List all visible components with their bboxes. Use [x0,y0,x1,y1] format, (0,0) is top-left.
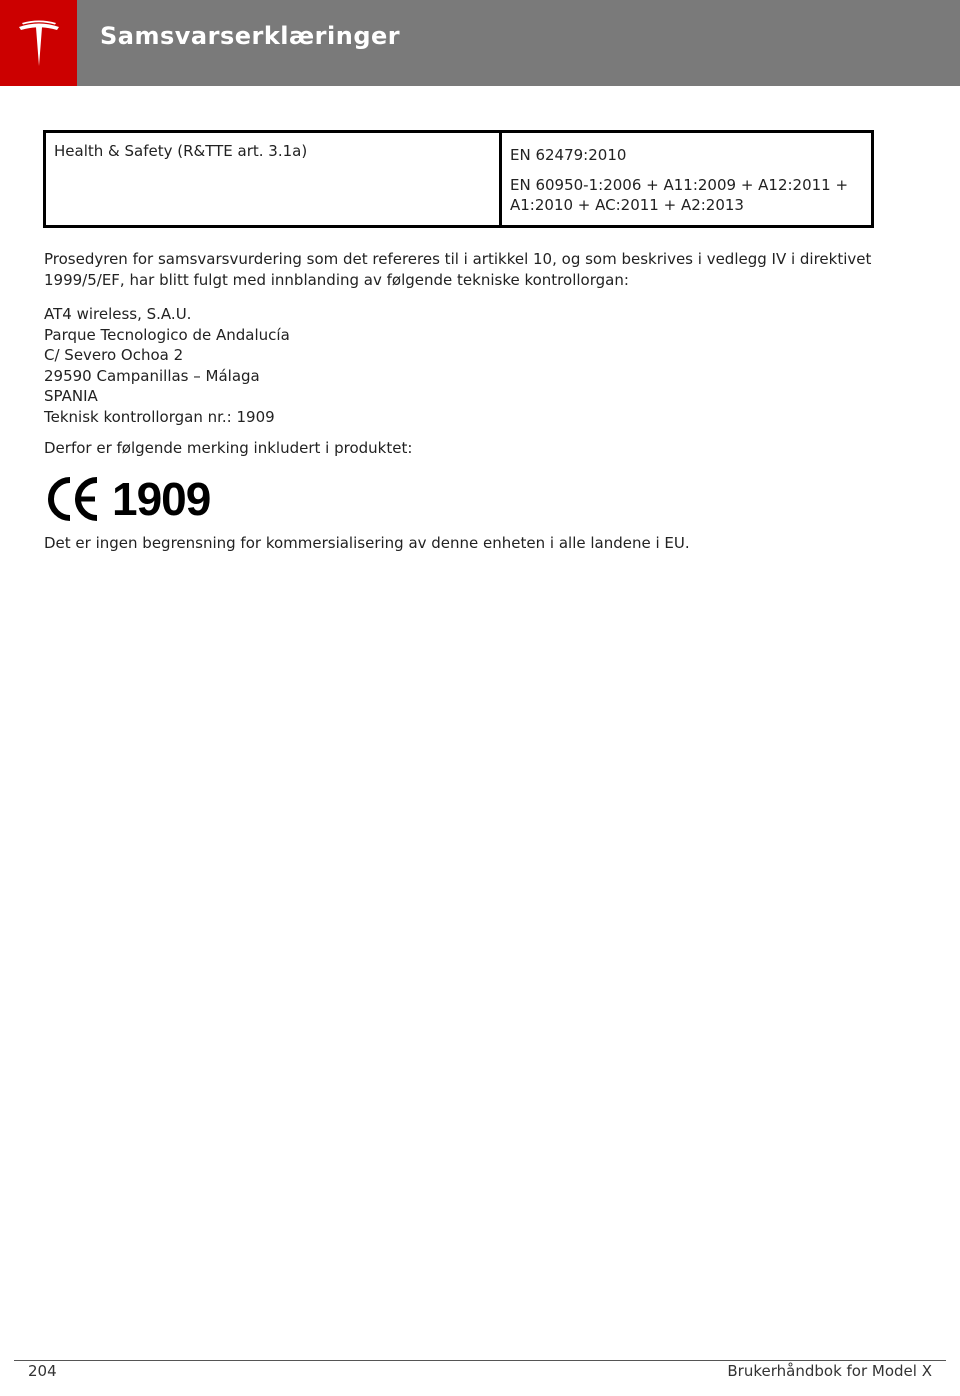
standards-table [43,130,874,228]
standard-item: EN 62479:2010 [510,146,627,164]
page-number: 204 [28,1362,57,1380]
address-line: AT4 wireless, S.A.U. [44,305,192,323]
footer-divider [14,1360,946,1361]
restriction-paragraph: Det er ingen begrensning for kommersialisering av denne enheten i alle landene i EU. [44,534,690,552]
ce-marking [46,472,210,526]
notified-body-address [44,304,290,427]
ce-logo-icon [46,476,102,522]
table-cell-label: Health & Safety (R&TTE art. 3.1a) [45,132,501,227]
address-line: Teknisk kontrollorgan nr.: 1909 [44,407,275,426]
logo-box [0,0,77,86]
address-line: 29590 Campanillas – Málaga [44,366,260,385]
marking-intro: Derfor er følgende merking inkludert i produktet: [44,439,413,457]
address-line: Parque Tecnologico de Andalucía [44,325,290,344]
manual-title: Brukerhåndbok for Model X [727,1362,932,1380]
tesla-logo-icon [14,18,64,68]
notified-body-number: 1909 [112,473,211,525]
page-header [0,0,960,86]
procedure-paragraph: Prosedyren for samsvarsvurdering som det refereres til i artikkel 10, og som beskrives i vedlegg IV i direktivet 1999/5/EF, har blitt fulgt med innblanding av følgende tekniske kontrollorgan: [44,250,872,289]
page-title: Samsvarserklæringer [100,22,401,50]
table-cell-standards [501,132,873,227]
table-row [45,132,873,227]
address-line: C/ Severo Ochoa 2 [44,346,184,364]
standard-item: EN 60950-1:2006 + A11:2009 + A12:2011 + A1:2010 + AC:2011 + A2:2013 [510,176,849,214]
address-line: SPANIA [44,387,98,405]
